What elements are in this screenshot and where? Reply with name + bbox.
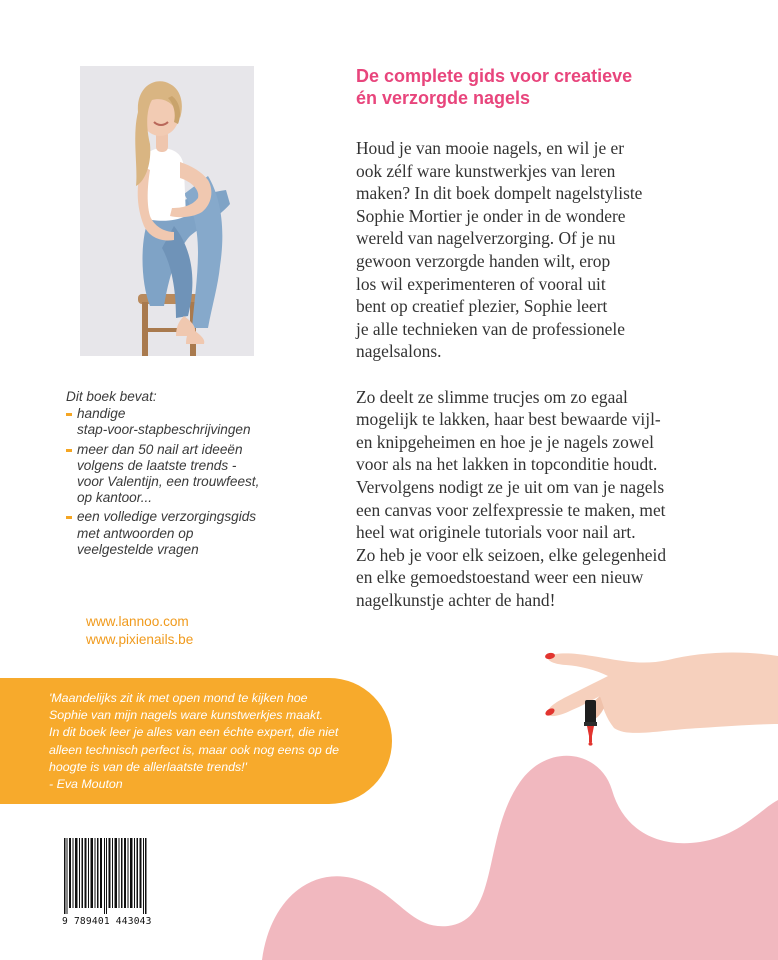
heading-line-1: De complete gids voor creatieve [356,66,633,86]
description-line: nagelkunstje achter de hand! [356,589,556,610]
description-line: Vervolgens nodigt ze je uit om van je nagels [356,476,665,497]
description-line: Sophie Mortier je onder in de wondere [356,205,626,226]
list-item-line: meer dan 50 nail art ideeën [77,441,243,457]
description-line: heel wat originele tutorials voor nail art. [356,522,636,543]
quote-line: 'Maandelijks zit ik met open mond te kijken hoe [49,691,308,705]
description-line: bent op creatief plezier, Sophie leert [356,296,608,317]
list-item-line: een volledige verzorgingsgids [77,509,257,525]
description-line: gewoon verzorgde handen wilt, erop [356,250,611,271]
description-line: Houd je van mooie nagels, en wil je er [356,138,625,158]
list-item-line: volgens de laatste trends - [77,457,237,473]
list-item-line: handige [77,406,126,422]
quote-line: alleen technisch perfect is, maar ook nog eens op de [49,742,339,757]
description-line: nagelsalons. [356,341,442,362]
heading-line-2: én verzorgde nagels [356,88,531,108]
quote-line: Sophie van mijn nagels ware kunstwerkjes maakt. [49,708,324,723]
description-line: los wil experimenteren of vooral uit [356,273,606,294]
list-item-line: met antwoorden op [77,525,194,541]
quote-line: hoogte is van de allerlaatste trends!' [49,759,247,774]
description-line: maken? In dit boek dompelt nagelstyliste [356,183,643,204]
isbn-number: 9 789401 443043 [62,916,152,927]
link-lannoo[interactable]: www.lannoo.com [86,614,189,629]
quote-author: - Eva Mouton [49,777,123,792]
description-line: mogelijk te lakken, haar best bewaarde vijl- [356,409,661,430]
link-pixienails[interactable]: www.pixienails.be [86,632,194,647]
list-item-line: stap-voor-stapbeschrijvingen [77,422,251,438]
description-line: wereld van nagelverzorging. Of je nu [356,228,616,249]
list-item-line: voor Valentijn, een trouwfeest, [77,474,260,490]
description-line: Zo heb je voor elk seizoen, elke gelegenheid [356,544,667,565]
description-line: je alle technieken van de professionele [356,318,625,339]
barcode-icon [62,838,152,916]
list-item-line: op kantoor... [77,490,153,506]
description-line: voor als na het lakken in topconditie houdt. [356,454,658,475]
quote-line: In dit boek leer je alles van een échte expert, die niet [49,725,339,740]
description-line: en elke gemoedstoestand weer een nieuw [356,567,644,588]
list-item-line: veelgestelde vragen [77,541,199,557]
description-line: Zo deelt ze slimme trucjes om zo egaal [356,386,628,407]
description-line: een canvas voor zelfexpressie te maken, met [356,499,666,520]
description-line: en knipgeheimen en hoe je je nagels zowel [356,431,654,452]
contents-title: Dit boek bevat: [66,389,157,404]
description-line: ook zélf ware kunstwerkjes van leren [356,160,616,181]
